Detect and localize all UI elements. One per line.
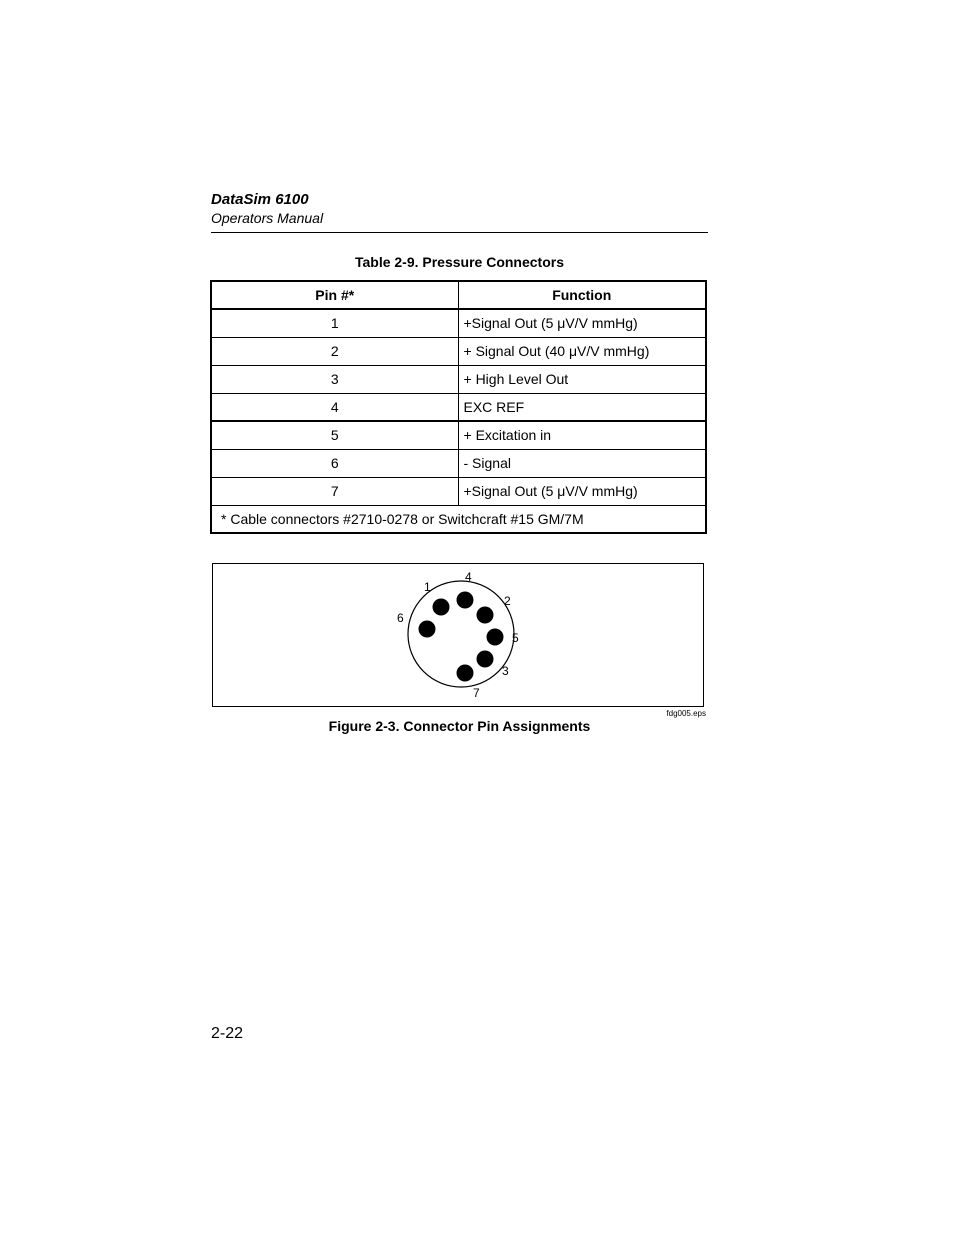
pin-2-dot (477, 607, 494, 624)
pin-cell: 7 (211, 477, 458, 505)
table-row (211, 337, 706, 365)
pin-2-label: 2 (504, 594, 511, 608)
pin-3-dot (477, 651, 494, 668)
function-cell: +Signal Out (5 μV/V mmHg) (458, 477, 706, 505)
connector-diagram (213, 564, 703, 706)
function-cell: + Excitation in (458, 421, 706, 449)
figure-file-name: fdg005.eps (666, 709, 706, 718)
pin-cell: 6 (211, 449, 458, 477)
connector-figure (212, 563, 704, 707)
pin-4-label: 4 (465, 570, 472, 584)
table-note-row (211, 505, 706, 533)
pressure-connectors-table (210, 280, 707, 534)
pin-7-label: 7 (473, 686, 480, 700)
pin-cell: 1 (211, 309, 458, 337)
pin-1-dot (433, 599, 450, 616)
page-header (211, 191, 708, 233)
figure-caption: Figure 2-3. Connector Pin Assignments (328, 718, 591, 734)
table-header-row (211, 281, 706, 309)
pin-cell: 3 (211, 365, 458, 393)
pin-1-label: 1 (424, 580, 431, 594)
table-row (211, 309, 706, 337)
table-row (211, 365, 706, 393)
function-cell: - Signal (458, 449, 706, 477)
page-number: 2-22 (211, 1025, 244, 1042)
table-row (211, 393, 706, 421)
table-row (211, 421, 706, 449)
pin-cell: 2 (211, 337, 458, 365)
table-row (211, 449, 706, 477)
function-cell: EXC REF (458, 393, 706, 421)
function-cell: + High Level Out (458, 365, 706, 393)
function-cell: + Signal Out (40 μV/V mmHg) (458, 337, 706, 365)
function-cell: +Signal Out (5 μV/V mmHg) (458, 309, 706, 337)
pin-5-label: 5 (512, 631, 519, 645)
manual-title: DataSim 6100 (211, 191, 309, 208)
pin-cell: 4 (211, 393, 458, 421)
pin-6-label: 6 (397, 611, 404, 625)
pin-7-dot (457, 665, 474, 682)
pin-4-dot (457, 592, 474, 609)
manual-subtitle: Operators Manual (211, 210, 324, 226)
table-row (211, 477, 706, 505)
table-footnote: * Cable connectors #2710-0278 or Switchcraft #15 GM/7M (211, 505, 706, 533)
column-header-function: Function (458, 281, 706, 309)
pin-5-dot (487, 629, 504, 646)
pin-cell: 5 (211, 421, 458, 449)
pin-6-dot (419, 621, 436, 638)
pin-3-label: 3 (502, 664, 509, 678)
column-header-pin: Pin #* (211, 281, 458, 309)
table-caption: Table 2-9. Pressure Connectors (354, 254, 565, 270)
